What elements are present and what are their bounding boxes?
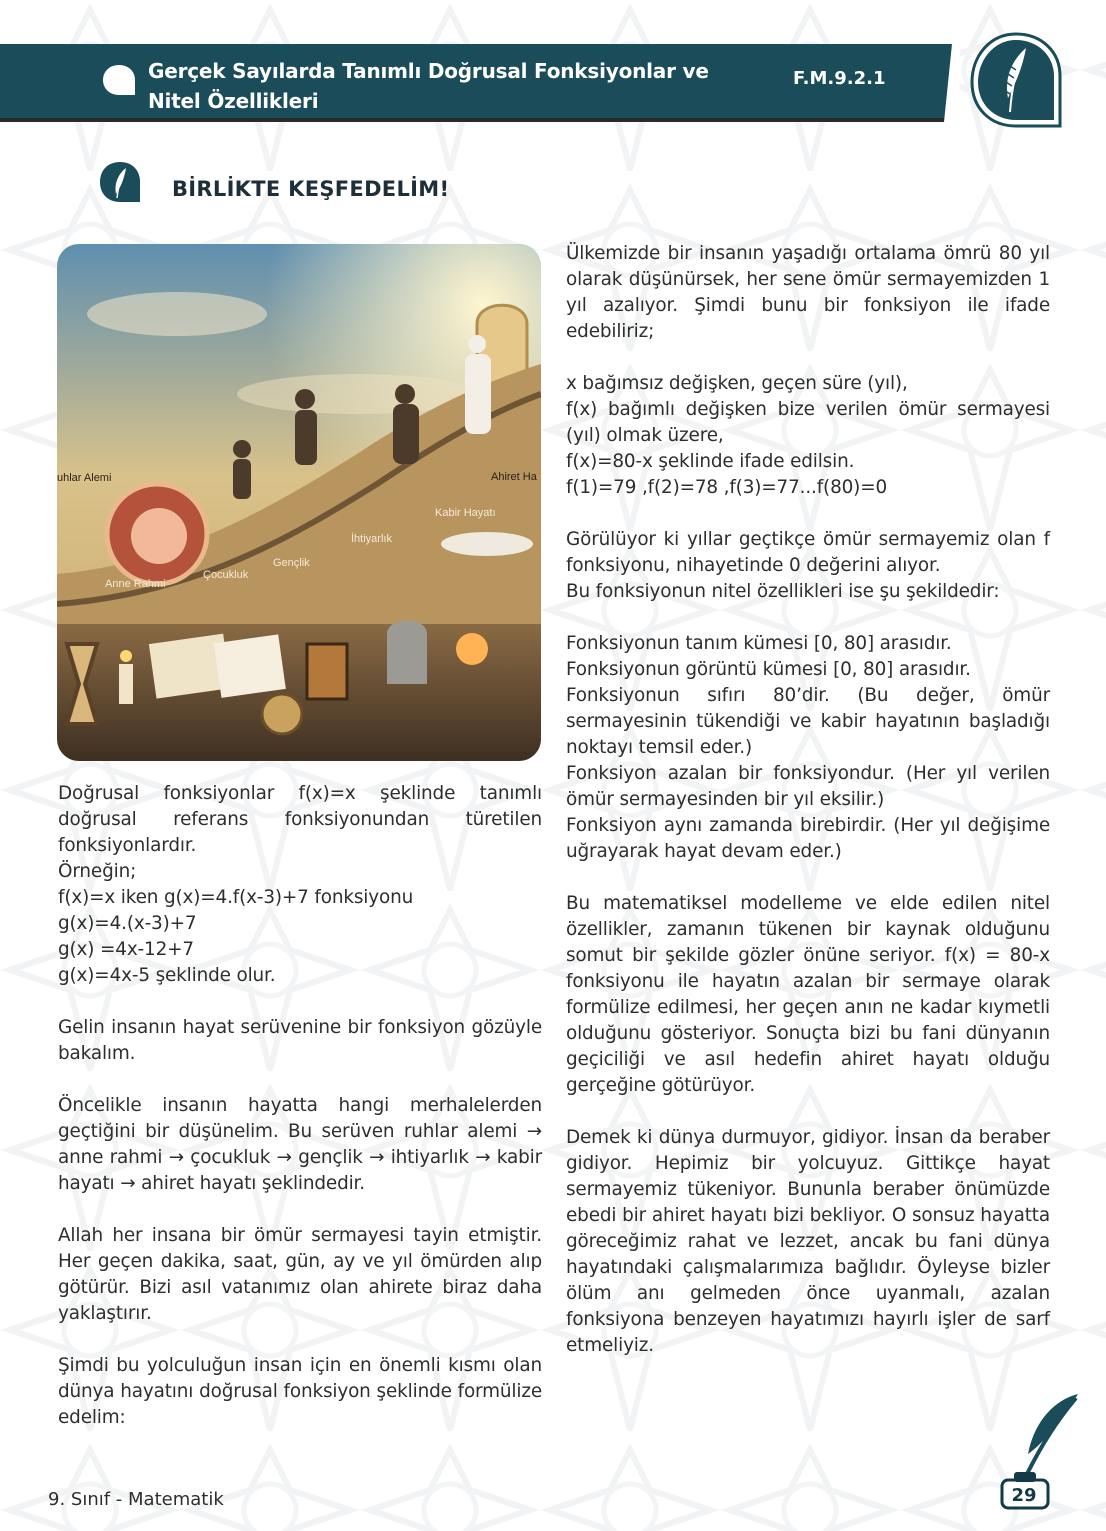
paragraph: Şimdi bu yolculuğun insan için en önemli kısmı olan dünya hayatını doğrusal fonksiyon şeklinde formülize edelim:: [58, 1355, 542, 1428]
paragraph: Bu fonksiyonun nitel özellikleri ise şu şekildedir:: [566, 581, 1000, 602]
unit-title: Gerçek Sayılarda Tanımlı Doğrusal Fonksiyonlar ve Nitel Özellikleri: [148, 59, 709, 113]
paragraph: Demek ki dünya durmuyor, gidiyor. İnsan da beraber gidiyor. Hepimiz bir yolcuyuz. Gittikçe hayat sermayemiz tükeniyor. Bununla beraber önümüzde ebedi bir ahiret hayatı bizi bekliyor. O sonsuz hayatta göreceğimiz rahat ve lezzet, ancak bu fani dünya hayatındaki çalışmalarımıza bağlıdır. Öyleyse bizler ölüm anı gelmeden önce uyanmalı, azalan fonksiyona benzeyen hayatımızı hayırlı işler de sarf etmeliyiz.: [566, 1127, 1050, 1356]
formula-line: g(x) =4x-12+7: [58, 939, 194, 960]
section-title: BİRLİKTE KEŞFEDELİM!: [172, 177, 450, 201]
property-line: Fonksiyonun sıfırı 80’dir. (Bu değer, ömür sermayesinin tükendiği ve kabir hayatının başladığı noktayı temsil eder.): [566, 685, 1050, 758]
formula-line: f(1)=79 ,f(2)=78 ,f(3)=77...f(80)=0: [566, 477, 888, 498]
label-ihtiyarlik: İhtiyarlık: [351, 533, 392, 545]
paragraph: Ülkemizde bir insanın yaşadığı ortalama ömrü 80 yıl olarak düşünürsek, her sene ömür sermayemizden 1 yıl azalıyor. Şimdi bunu bir fonksiyon ile ifade edebiliriz;: [566, 243, 1050, 342]
quill-section-icon: [98, 160, 142, 204]
label-ahiret-hayati: Ahiret Ha: [491, 471, 537, 483]
formula-line: f(x)=x iken g(x)=4.f(x-3)+7 fonksiyonu: [58, 887, 414, 908]
life-journey-illustration: [57, 244, 541, 761]
paragraph: Öncelikle insanın hayatta hangi merhalelerden geçtiğini bir düşünelim. Bu serüven ruhlar alemi → anne rahmi → çocukluk → gençlik → ihtiyarlık → kabir hayatı → ahiret hayatı şeklindedir.: [58, 1095, 542, 1194]
label-cocukluk: Çocukluk: [203, 569, 249, 581]
label-genclik: Gençlik: [273, 557, 310, 569]
property-line: Fonksiyon aynı zamanda birebirdir. (Her yıl değişime uğrayarak hayat devam eder.): [566, 815, 1050, 862]
label-anne-rahmi: Anne Rahmi: [105, 578, 166, 590]
formula-line: f(x)=80-x şeklinde ifade edilsin.: [566, 451, 855, 472]
property-line: Fonksiyonun tanım kümesi [0, 80] arasıdır.: [566, 633, 952, 654]
property-line: Fonksiyonun görüntü kümesi [0, 80] arasıdır.: [566, 659, 971, 680]
left-column: [58, 781, 542, 1431]
speech-bubble-icon: [102, 64, 136, 96]
outcome-code: F.M.9.2.1: [793, 68, 886, 89]
paragraph: Görülüyor ki yıllar geçtikçe ömür sermayemiz olan f fonksiyonu, nihayetinde 0 değerini alıyor.: [566, 529, 1050, 576]
paragraph: Gelin insanın hayat serüvenine bir fonksiyon gözüyle bakalım.: [58, 1017, 542, 1064]
page-number: 29: [1011, 1485, 1037, 1506]
formula-line: g(x)=4.(x-3)+7: [58, 913, 197, 934]
paragraph: Bu matematiksel modelleme ve elde edilen nitel özellikler, zamanın tükenen bir kaynak olduğunu somut bir şekilde gözler önüne seriyor. f(x) = 80-x fonksiyonu ile hayatın azalan bir sermaye olarak formülize edilmesi, her geçen anın ne kadar kıymetli olduğunu gösteriyor. Sonuçta bizi bu fani dünyanın geçiciliği ve asıl hedefin ahiret hayatı olduğu gerçeğine götürüyor.: [566, 893, 1050, 1096]
right-column: [566, 241, 1050, 1359]
property-line: Fonksiyon azalan bir fonksiyondur. (Her yıl verilen ömür sermayesinden bir yıl eksilir.): [566, 763, 1050, 810]
label-ruhlar-alemi: uhlar Alemi: [57, 472, 112, 484]
course-label: 9. Sınıf - Matematik: [48, 1489, 224, 1510]
paragraph: Doğrusal fonksiyonlar f(x)=x şeklinde tanımlı doğrusal referans fonksiyonundan türetilen fonksiyonlardır.: [58, 783, 542, 856]
quill-badge-icon: [968, 30, 1064, 130]
paragraph: f(x) bağımlı değişken bize verilen ömür sermayesi (yıl) olmak üzere,: [566, 399, 1050, 446]
paragraph: Allah her insana bir ömür sermayesi tayin etmiştir. Her geçen dakika, saat, gün, ay ve yıl ömürden alıp götürür. Bizi asıl vatanımız olan ahirete biraz daha yaklaştırır.: [58, 1225, 542, 1324]
formula-line: g(x)=4x-5 şeklinde olur.: [58, 965, 276, 986]
paragraph: Örneğin;: [58, 861, 137, 882]
paragraph: x bağımsız değişken, geçen süre (yıl),: [566, 373, 908, 394]
label-kabir-hayati: Kabir Hayatı: [435, 507, 496, 519]
